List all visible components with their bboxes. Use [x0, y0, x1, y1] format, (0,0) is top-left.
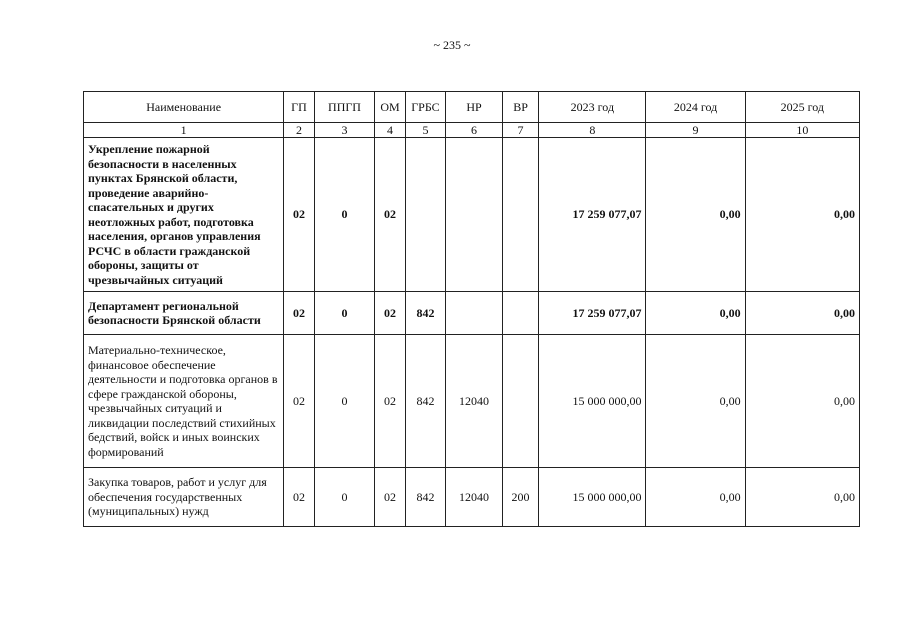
index-cell: 10 [745, 123, 859, 138]
header-gp: ГП [284, 92, 314, 123]
table-row [84, 292, 860, 335]
index-cell: 3 [314, 123, 375, 138]
cell-grbs: 842 [405, 335, 445, 468]
cell-om: 02 [375, 335, 405, 468]
cell-grbs: 842 [405, 468, 445, 527]
cell-2025: 0,00 [745, 335, 859, 468]
index-cell: 2 [284, 123, 314, 138]
table-row [84, 468, 860, 527]
header-2025: 2025 год [745, 92, 859, 123]
cell-gp: 02 [284, 292, 314, 335]
cell-om: 02 [375, 292, 405, 335]
cell-gp: 02 [284, 138, 314, 292]
cell-2024: 0,00 [646, 138, 745, 292]
page-number: ~ 235 ~ [433, 38, 471, 52]
cell-grbs: 842 [405, 292, 445, 335]
table-header-row [84, 92, 860, 123]
cell-2025: 0,00 [745, 468, 859, 527]
cell-nr: 12040 [446, 335, 503, 468]
cell-om: 02 [375, 138, 405, 292]
cell-ppgp: 0 [314, 292, 375, 335]
cell-grbs [405, 138, 445, 292]
table-row [84, 138, 860, 292]
header-ppgp: ППГП [314, 92, 375, 123]
cell-2025: 0,00 [745, 138, 859, 292]
header-2024: 2024 год [646, 92, 745, 123]
cell-2023: 15 000 000,00 [539, 335, 646, 468]
cell-om: 02 [375, 468, 405, 527]
budget-table [83, 91, 860, 527]
index-cell: 9 [646, 123, 745, 138]
cell-2023: 15 000 000,00 [539, 468, 646, 527]
table-row [84, 335, 860, 468]
cell-ppgp: 0 [314, 138, 375, 292]
row-name: Закупка товаров, работ и услуг для обеспечения государственных (муниципальных) нужд [84, 468, 284, 527]
cell-vr [502, 335, 538, 468]
row-name: Материально-техническое, финансовое обеспечение деятельности и подготовка органов в сфере гражданской обороны, чрезвычайных ситуаций и ликвидации последствий стихийных бедствий, войск и иных воинских формирований [84, 335, 284, 468]
cell-ppgp: 0 [314, 335, 375, 468]
cell-ppgp: 0 [314, 468, 375, 527]
header-om: ОМ [375, 92, 405, 123]
cell-nr: 12040 [446, 468, 503, 527]
header-name: Наименование [84, 92, 284, 123]
row-name: Департамент региональной безопасности Брянской области [84, 292, 284, 335]
index-cell: 8 [539, 123, 646, 138]
cell-2023: 17 259 077,07 [539, 138, 646, 292]
cell-vr [502, 292, 538, 335]
cell-gp: 02 [284, 468, 314, 527]
table-index-row [84, 123, 860, 138]
cell-2023: 17 259 077,07 [539, 292, 646, 335]
cell-nr [446, 138, 503, 292]
cell-2024: 0,00 [646, 292, 745, 335]
cell-vr: 200 [502, 468, 538, 527]
header-2023: 2023 год [539, 92, 646, 123]
cell-nr [446, 292, 503, 335]
cell-gp: 02 [284, 335, 314, 468]
index-cell: 5 [405, 123, 445, 138]
cell-2025: 0,00 [745, 292, 859, 335]
index-cell: 6 [446, 123, 503, 138]
cell-2024: 0,00 [646, 335, 745, 468]
index-cell: 7 [502, 123, 538, 138]
row-name: Укрепление пожарной безопасности в населенных пунктах Брянской области, проведение аварийно-спасательных и других неотложных работ, подготовка населения, органов управления РСЧС в области гражданской обороны, защиты от чрезвычайных ситуаций [84, 138, 284, 292]
index-cell: 4 [375, 123, 405, 138]
header-grbs: ГРБС [405, 92, 445, 123]
header-nr: НР [446, 92, 503, 123]
index-cell: 1 [84, 123, 284, 138]
cell-2024: 0,00 [646, 468, 745, 527]
cell-vr [502, 138, 538, 292]
header-vr: ВР [502, 92, 538, 123]
